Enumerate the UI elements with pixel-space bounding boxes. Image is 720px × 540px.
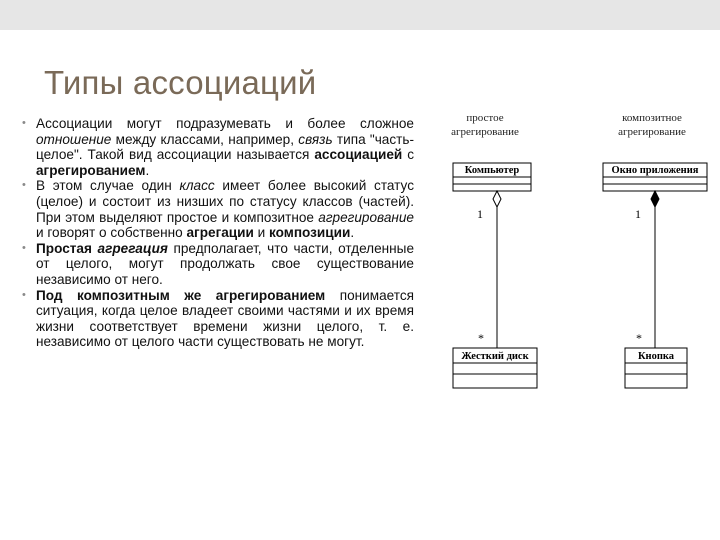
multiplicity-whole-composite: 1 xyxy=(635,207,641,221)
text-run: Ассоциации могут подразумевать и более сложное xyxy=(36,116,414,131)
bullet-list xyxy=(22,116,414,350)
text-run: и xyxy=(253,225,270,241)
uml-aggregation-diagram xyxy=(440,110,720,420)
class-name-app-window: Окно приложения xyxy=(611,165,699,176)
caption-simple-line2: агрегирование xyxy=(451,126,519,138)
text-run: . xyxy=(145,162,150,178)
text-run: между классами, например, xyxy=(111,131,299,147)
class-name-computer: Компьютер xyxy=(464,165,520,176)
text-run: и говорят о собственно xyxy=(36,225,187,241)
text-run: понимается ситуация, когда целое владеет своими частями и их время жизни соответствует времени жизни целого, т. е. независимо от целого части существовать не могут. xyxy=(36,287,414,350)
text-run: типа "часть-целое". Такой вид ассоциации называется xyxy=(36,131,414,163)
text-run: композиции xyxy=(269,225,351,241)
hollow-diamond-icon xyxy=(493,191,501,207)
bullet-item xyxy=(22,116,414,178)
text-run: отношение xyxy=(36,131,112,147)
multiplicity-part-composite: * xyxy=(636,331,642,345)
text-run: агрегированием xyxy=(36,162,146,178)
class-name-hard-disk: Жесткий диск xyxy=(461,351,529,362)
text-run: класс xyxy=(179,178,215,194)
multiplicity-whole-simple: 1 xyxy=(477,207,483,221)
text-run: В этом случае один xyxy=(36,178,180,194)
text-run: . xyxy=(350,225,355,241)
text-run: предполагает, что части, отделенные от целого, могут продолжать свое существование независимо от него. xyxy=(36,240,415,287)
text-run: агрегация xyxy=(97,240,168,256)
slide-title: Типы ассоциаций xyxy=(44,64,317,101)
bullet-item xyxy=(22,178,414,240)
multiplicity-part-simple: * xyxy=(478,331,484,345)
class-name-button: Кнопка xyxy=(637,351,675,362)
slide xyxy=(0,30,720,540)
text-run: связь xyxy=(298,131,333,147)
caption-simple-line1: простое xyxy=(466,112,504,124)
text-run: агрегации xyxy=(186,225,254,241)
bullet-item xyxy=(22,241,414,288)
text-run: с xyxy=(402,147,415,163)
composite-aggregation-group xyxy=(603,112,707,388)
text-run: Простая xyxy=(36,240,98,256)
text-run: имеет более высокий статус (целое) и состоит из низших по статусу классов (частей). При этом выделяют простое и композитное xyxy=(36,178,414,225)
text-run: Под композитным же агрегированием xyxy=(36,287,326,303)
caption-composite-line2: агрегирование xyxy=(618,126,686,138)
filled-diamond-icon xyxy=(651,191,659,207)
bullet-item xyxy=(22,288,414,350)
simple-aggregation-group xyxy=(451,112,537,388)
caption-composite-line1: композитное xyxy=(622,112,682,124)
text-run: агрегирование xyxy=(318,209,414,225)
text-run: ассоциацией xyxy=(314,147,403,163)
top-bar xyxy=(0,0,720,30)
